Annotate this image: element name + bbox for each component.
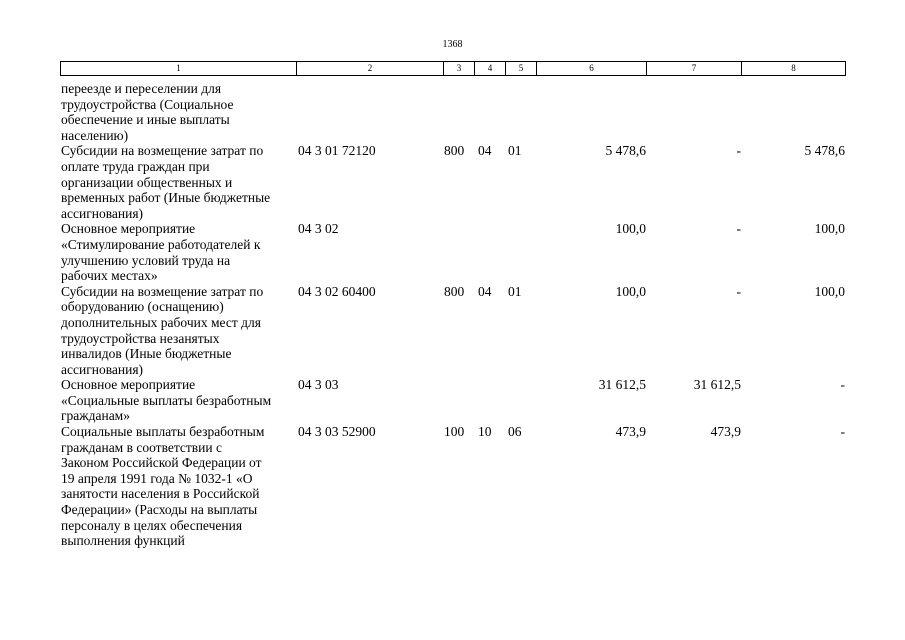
row-expense-type: 100 xyxy=(444,424,465,440)
row-name-line: трудоустройства незанятых xyxy=(61,330,220,346)
row-code: 04 3 03 52900 xyxy=(298,424,376,440)
row-value-col8: - xyxy=(840,377,845,393)
row-name-line: оборудованию (оснащению) xyxy=(61,299,224,315)
row-code: 04 3 01 72120 xyxy=(298,143,376,159)
header-col-5: 5 xyxy=(506,62,537,76)
row-name-line: улучшению условий труда на xyxy=(61,252,231,268)
row-value-col8: 100,0 xyxy=(814,221,845,237)
row-name-line: персоналу в целях обеспечения xyxy=(61,517,243,533)
row-code: 04 3 02 60400 xyxy=(298,283,376,299)
row-section: 04 xyxy=(478,143,492,159)
row-name xyxy=(61,81,297,143)
row-value-col7: 473,9 xyxy=(710,424,741,440)
row-value-col6: 5 478,6 xyxy=(605,143,646,159)
row-value-col6: 100,0 xyxy=(615,221,646,237)
header-col-3: 3 xyxy=(444,62,475,76)
row-code: 04 3 03 xyxy=(298,377,339,393)
header-col-6: 6 xyxy=(537,62,647,76)
header-col-1: 1 xyxy=(61,62,297,76)
row-expense-type: 800 xyxy=(444,143,465,159)
row-name-line: рабочих местах» xyxy=(61,268,158,284)
row-name-line: инвалидов (Иные бюджетные xyxy=(61,346,232,362)
row-name-line: выполнения функций xyxy=(61,533,185,549)
row-name-line: обеспечение и иные выплаты xyxy=(61,112,230,128)
row-name-line: Федерации» (Расходы на выплаты xyxy=(61,502,258,518)
table-row xyxy=(61,143,845,221)
row-name xyxy=(61,424,297,549)
row-name-line: Субсидии на возмещение затрат по xyxy=(61,143,264,159)
table-row xyxy=(61,424,845,549)
row-code: 04 3 02 xyxy=(298,221,339,237)
row-value-col6: 473,9 xyxy=(615,424,646,440)
row-section: 10 xyxy=(478,424,492,440)
table-row xyxy=(61,284,845,378)
row-subsection: 06 xyxy=(508,424,522,440)
row-name-line: ассигнования) xyxy=(61,361,144,377)
row-value-col8: - xyxy=(840,424,845,440)
table-body xyxy=(61,81,845,549)
row-value-col7: - xyxy=(736,143,741,159)
header-col-4: 4 xyxy=(475,62,506,76)
row-name-line: Социальные выплаты безработным xyxy=(61,424,265,440)
row-name-line: Субсидии на возмещение затрат по xyxy=(61,283,264,299)
header-col-2: 2 xyxy=(297,62,444,76)
row-value-col6: 100,0 xyxy=(615,283,646,299)
table-header xyxy=(60,61,846,76)
row-name-line: населению) xyxy=(61,127,129,143)
table-row xyxy=(61,221,845,283)
row-subsection: 01 xyxy=(508,143,522,159)
row-name-line: переезде и переселении для xyxy=(61,81,222,96)
row-name-line: ассигнования) xyxy=(61,205,144,221)
row-name-line: организации общественных и xyxy=(61,174,233,190)
row-name-line: Основное мероприятие xyxy=(61,221,196,237)
row-name-line: занятости населения в Российской xyxy=(61,486,260,502)
row-name-line: дополнительных рабочих мест для xyxy=(61,314,261,330)
row-section: 04 xyxy=(478,283,492,299)
row-name-line: оплате труда граждан при xyxy=(61,158,210,174)
row-value-col7: - xyxy=(736,221,741,237)
row-name xyxy=(61,284,297,378)
row-value-col8: 5 478,6 xyxy=(804,143,845,159)
table-row xyxy=(61,81,845,143)
row-name-line: Основное мероприятие xyxy=(61,377,196,393)
header-col-8: 8 xyxy=(742,62,846,76)
row-name-line: трудоустройства (Социальное xyxy=(61,96,234,112)
row-value-col7: 31 612,5 xyxy=(693,377,741,393)
page-number: 1368 xyxy=(442,39,463,50)
row-value-col6: 31 612,5 xyxy=(598,377,646,393)
row-value-col7: - xyxy=(736,283,741,299)
header-col-7: 7 xyxy=(647,62,742,76)
row-name xyxy=(61,143,297,221)
row-name-line: временных работ (Иные бюджетные xyxy=(61,190,271,206)
row-name-line: «Стимулирование работодателей к xyxy=(61,236,261,252)
row-name-line: Законом Российской Федерации от xyxy=(61,455,262,471)
row-expense-type: 800 xyxy=(444,283,465,299)
header-row xyxy=(61,62,846,76)
row-subsection: 01 xyxy=(508,283,522,299)
row-name-line: гражданам в соответствии с xyxy=(61,439,222,455)
row-name-line: «Социальные выплаты безработным xyxy=(61,392,272,408)
row-name-line: 19 апреля 1991 года № 1032-1 «О xyxy=(61,470,253,486)
table-row xyxy=(61,377,845,424)
row-name xyxy=(61,377,297,424)
row-name xyxy=(61,221,297,283)
row-name-line: гражданам» xyxy=(61,408,130,424)
row-value-col8: 100,0 xyxy=(814,283,845,299)
